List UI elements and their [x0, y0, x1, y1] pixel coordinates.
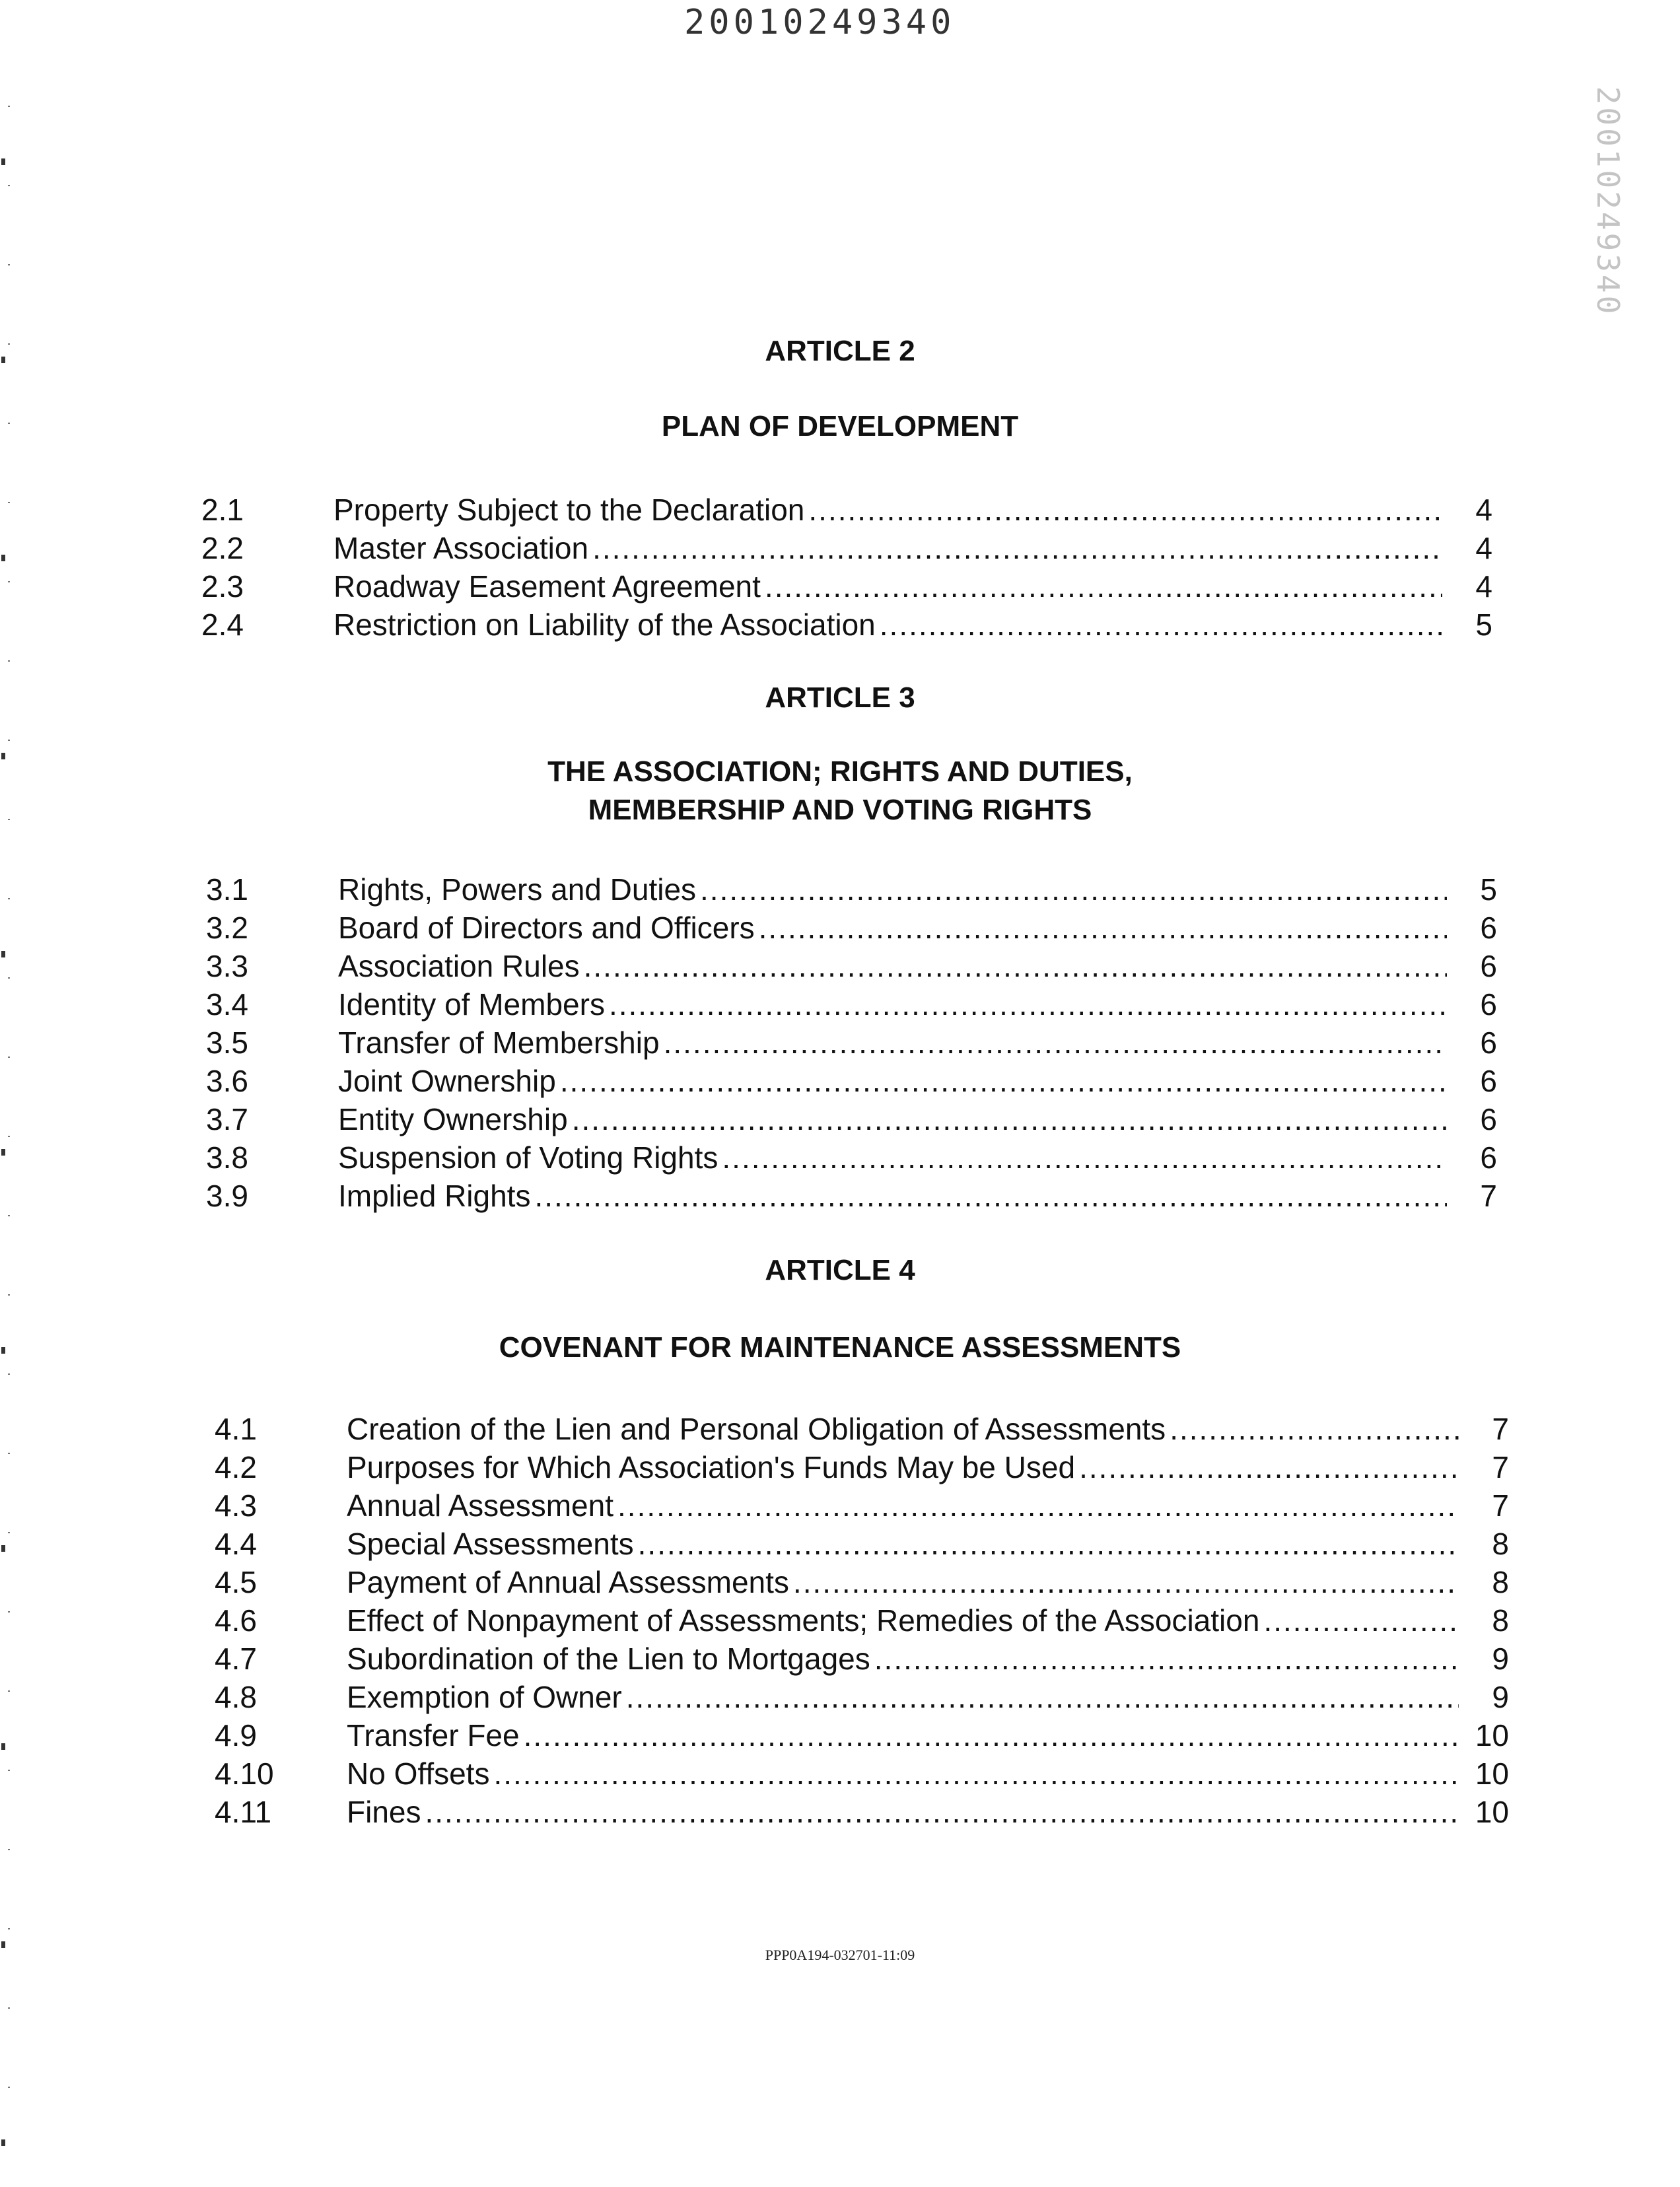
entry-number: 3.9: [206, 1179, 248, 1213]
article-2-heading: ARTICLE 2: [765, 335, 915, 367]
article-3-subtitle-line-2: MEMBERSHIP AND VOTING RIGHTS: [588, 794, 1092, 826]
entry-number: 4.5: [215, 1565, 257, 1599]
dot-leader: [493, 1756, 1459, 1791]
entry-title: Suspension of Voting Rights: [338, 1140, 718, 1175]
entry-page: 10: [1475, 1718, 1509, 1753]
entry-title: Creation of the Lien and Personal Obligation of Assessments: [347, 1412, 1166, 1446]
entry-page: 6: [1480, 911, 1497, 945]
dot-leader: [572, 1101, 1447, 1137]
dot-leader: [609, 987, 1447, 1022]
entry-title: Exemption of Owner: [347, 1680, 622, 1714]
toc-entry-2-1[interactable]: [201, 492, 1492, 530]
entry-title: Association Rules: [338, 949, 580, 983]
entry-number: 3.2: [206, 911, 248, 945]
dot-leader: [765, 569, 1442, 604]
entry-page: 5: [1480, 872, 1497, 907]
entry-number: 4.9: [215, 1718, 257, 1753]
entry-number: 4.3: [215, 1488, 257, 1523]
dot-leader: [626, 1679, 1459, 1715]
entry-title: Joint Ownership: [338, 1064, 556, 1098]
entry-title: Subordination of the Lien to Mortgages: [347, 1642, 870, 1676]
toc-entry-3-8[interactable]: [206, 1140, 1497, 1178]
entry-number: 4.4: [215, 1527, 257, 1561]
entry-number: 2.2: [201, 531, 244, 565]
entry-title: Identity of Members: [338, 987, 605, 1022]
entry-title: Transfer of Membership: [338, 1025, 660, 1060]
dot-leader: [1263, 1603, 1459, 1638]
entry-title: Effect of Nonpayment of Assessments; Remedies of the Association: [347, 1603, 1260, 1638]
toc-entry-4-2[interactable]: [215, 1449, 1509, 1488]
article-3-heading: ARTICLE 3: [765, 681, 915, 714]
entry-number: 3.8: [206, 1140, 248, 1175]
toc-entry-4-5[interactable]: [215, 1564, 1509, 1603]
entry-title: Payment of Annual Assessments: [347, 1565, 789, 1599]
entry-number: 2.1: [201, 493, 244, 527]
entry-number: 4.10: [215, 1756, 274, 1791]
entry-number: 4.7: [215, 1642, 257, 1676]
dot-leader: [592, 530, 1442, 566]
entry-number: 4.6: [215, 1603, 257, 1638]
entry-title: Property Subject to the Declaration: [333, 493, 805, 527]
entry-page: 6: [1480, 949, 1497, 983]
article-4-subtitle: COVENANT FOR MAINTENANCE ASSESSMENTS: [499, 1331, 1181, 1364]
dot-leader: [1079, 1449, 1459, 1485]
entry-page: 4: [1475, 493, 1492, 527]
toc-entry-4-6[interactable]: [215, 1603, 1509, 1641]
toc-entry-2-2[interactable]: [201, 530, 1492, 569]
entry-number: 4.1: [215, 1412, 257, 1446]
entry-number: 4.2: [215, 1450, 257, 1484]
dot-leader: [664, 1025, 1447, 1060]
toc-entry-3-3[interactable]: [206, 948, 1497, 987]
entry-title: Annual Assessment: [347, 1488, 614, 1523]
toc-entry-3-4[interactable]: [206, 987, 1497, 1025]
toc-entry-4-7[interactable]: [215, 1641, 1509, 1679]
entry-title: Rights, Powers and Duties: [338, 872, 697, 907]
entry-page: 6: [1480, 1025, 1497, 1060]
article-3-subtitle-line-1: THE ASSOCIATION; RIGHTS AND DUTIES,: [547, 755, 1133, 788]
entry-page: 5: [1475, 608, 1492, 642]
entry-title: Master Association: [333, 531, 589, 565]
entry-number: 4.11: [215, 1795, 272, 1829]
entry-title: No Offsets: [347, 1756, 490, 1791]
footer-document-code: PPP0A194-032701-11:09: [765, 1947, 915, 1963]
entry-page: 10: [1475, 1756, 1509, 1791]
entry-page: 6: [1480, 1140, 1497, 1175]
entry-title: Purposes for Which Association's Funds May be Used: [347, 1450, 1076, 1484]
dot-leader: [524, 1718, 1459, 1753]
dot-leader: [1170, 1411, 1459, 1447]
entry-number: 3.4: [206, 987, 248, 1022]
toc-entry-3-1[interactable]: [206, 872, 1497, 910]
entry-page: 6: [1480, 1102, 1497, 1136]
entry-title: Transfer Fee: [347, 1718, 520, 1753]
entry-page: 7: [1492, 1412, 1509, 1446]
dot-leader: [638, 1526, 1459, 1562]
entry-title: Restriction on Liability of the Association: [333, 608, 876, 642]
toc-entry-3-6[interactable]: [206, 1063, 1497, 1101]
toc-entry-4-10[interactable]: [215, 1756, 1509, 1794]
entry-page: 4: [1475, 569, 1492, 604]
dot-leader: [793, 1564, 1459, 1600]
entry-number: 3.3: [206, 949, 248, 983]
entry-title: Entity Ownership: [338, 1102, 568, 1136]
entry-title: Fines: [347, 1795, 421, 1829]
article-4-heading: ARTICLE 4: [765, 1254, 915, 1286]
toc-entry-3-5[interactable]: [206, 1025, 1497, 1063]
entry-number: 2.4: [201, 608, 244, 642]
entry-number: 3.1: [206, 872, 248, 907]
entry-page: 7: [1492, 1450, 1509, 1484]
dot-leader: [700, 872, 1447, 907]
entry-page: 10: [1475, 1795, 1509, 1829]
entry-title: Board of Directors and Officers: [338, 911, 755, 945]
toc-entry-4-9[interactable]: [215, 1718, 1509, 1756]
entry-title: Implied Rights: [338, 1179, 531, 1213]
scan-edge-artifact: [0, 66, 20, 2166]
side-stamp-text: 20010249340: [1590, 86, 1626, 317]
toc-entry-4-3[interactable]: [215, 1488, 1509, 1526]
document-number: 20010249340: [684, 3, 956, 42]
entry-number: 3.7: [206, 1102, 248, 1136]
dot-leader: [617, 1488, 1459, 1523]
toc-entry-2-3[interactable]: [201, 569, 1492, 607]
side-stamp: [1582, 86, 1634, 317]
entry-number: 4.8: [215, 1680, 257, 1714]
entry-number: 3.5: [206, 1025, 248, 1060]
entry-page: 4: [1475, 531, 1492, 565]
dot-leader: [425, 1794, 1459, 1830]
toc-entry-3-9[interactable]: [206, 1178, 1497, 1216]
article-2-subtitle: PLAN OF DEVELOPMENT: [661, 410, 1019, 442]
entry-page: 7: [1492, 1488, 1509, 1523]
toc-entry-4-11[interactable]: [215, 1794, 1509, 1832]
toc-entry-2-4[interactable]: [201, 607, 1492, 645]
toc-entry-4-8[interactable]: [215, 1679, 1509, 1718]
toc-entry-3-2[interactable]: [206, 910, 1497, 948]
entry-title: Special Assessments: [347, 1527, 634, 1561]
toc-entry-3-7[interactable]: [206, 1101, 1497, 1140]
entry-page: 8: [1492, 1565, 1509, 1599]
dot-leader: [534, 1178, 1447, 1214]
entry-page: 7: [1480, 1179, 1497, 1213]
dot-leader: [874, 1641, 1459, 1677]
entry-title: Roadway Easement Agreement: [333, 569, 761, 604]
toc-entry-4-4[interactable]: [215, 1526, 1509, 1564]
entry-number: 2.3: [201, 569, 244, 604]
dot-leader: [722, 1140, 1447, 1175]
entry-page: 9: [1492, 1642, 1509, 1676]
dot-leader: [584, 948, 1447, 984]
entry-page: 8: [1492, 1603, 1509, 1638]
dot-leader: [759, 910, 1447, 946]
dot-leader: [560, 1063, 1447, 1099]
dot-leader: [808, 492, 1442, 528]
entry-page: 6: [1480, 1064, 1497, 1098]
dot-leader: [880, 607, 1442, 642]
entry-number: 3.6: [206, 1064, 248, 1098]
entry-page: 8: [1492, 1527, 1509, 1561]
toc-entry-4-1[interactable]: [215, 1411, 1509, 1449]
entry-page: 9: [1492, 1680, 1509, 1714]
entry-page: 6: [1480, 987, 1497, 1022]
